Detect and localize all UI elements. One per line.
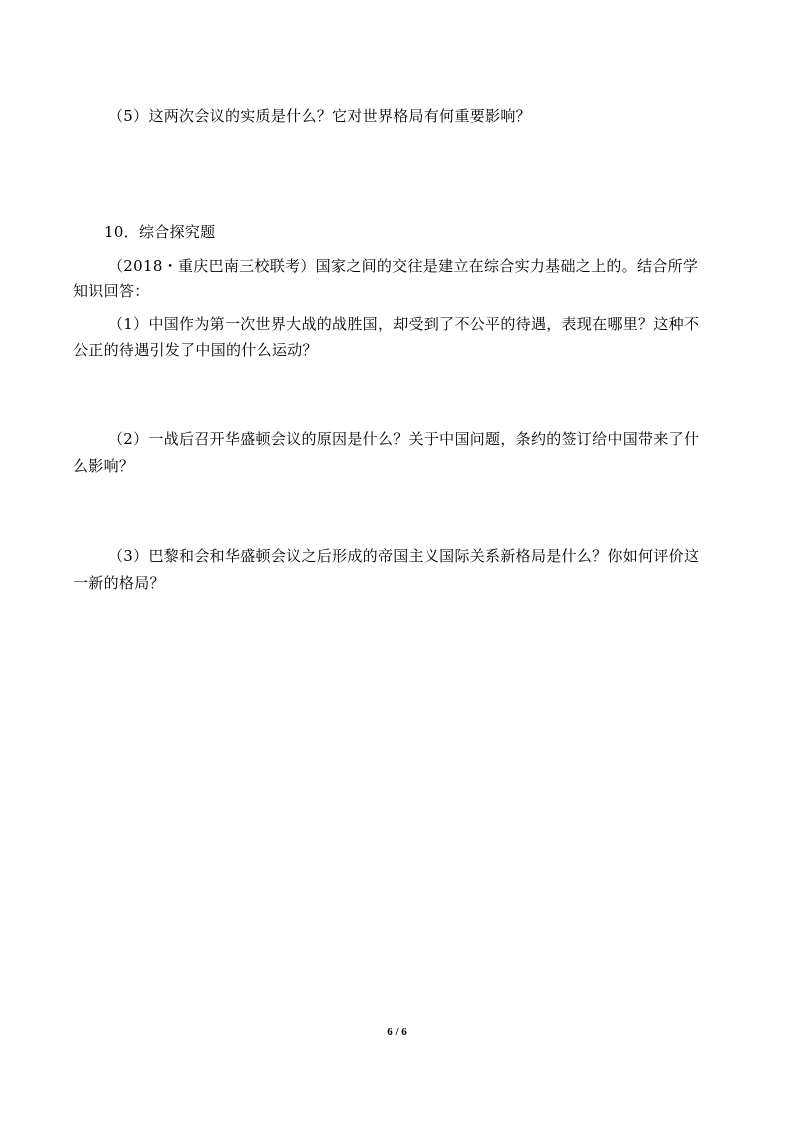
question-9-part-5: （5）这两次会议的实质是什么？它对世界格局有何重要影响？ [108, 107, 531, 125]
question-10-part-2-line-2: 么影响？ [73, 457, 135, 475]
question-10-part-2-line-1: （2）一战后召开华盛顿会议的原因是什么？关于中国问题，条约的签订给中国带来了什 [108, 430, 700, 448]
page-number: 6 / 6 [387, 1026, 407, 1038]
question-10-intro-line-2: 知识回答： [73, 282, 150, 300]
question-10-intro-line-1: （2018・重庆巴南三校联考）国家之间的交往是建立在综合实力基础之上的。结合所学 [108, 257, 699, 275]
question-10-part-3-line-2: 一新的格局？ [73, 574, 165, 592]
question-10-part-1-line-1: （1）中国作为第一次世界大战的战胜国，却受到了不公平的待遇，表现在哪里？这种不 [108, 315, 700, 333]
question-10-part-3-line-1: （3）巴黎和会和华盛顿会议之后形成的帝国主义国际关系新格局是什么？你如何评价这 [108, 547, 700, 565]
question-10-heading: 10．综合探究题 [104, 223, 216, 241]
question-10-part-1-line-2: 公正的待遇引发了中国的什么运动？ [73, 341, 318, 359]
